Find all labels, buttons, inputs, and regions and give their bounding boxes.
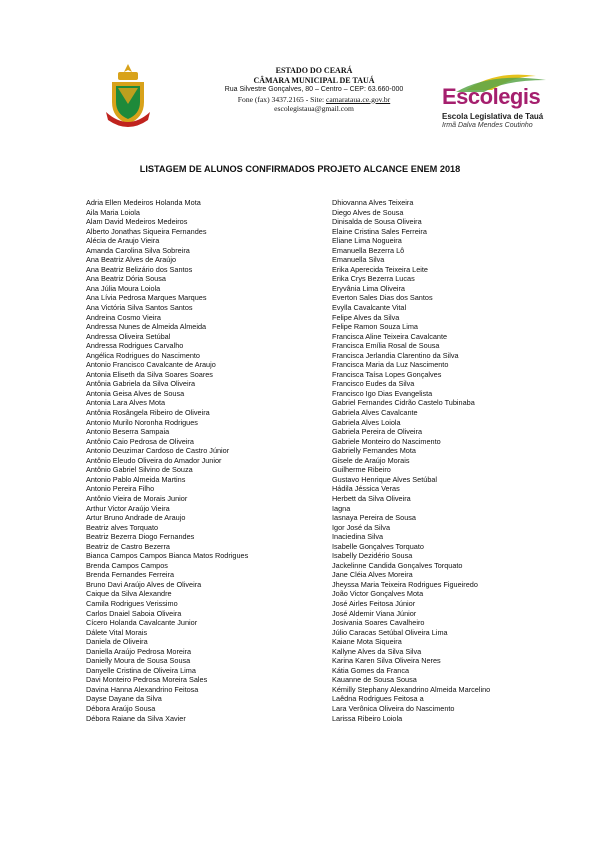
student-name: Laêdna Rodrigues Feitosa a <box>332 694 424 704</box>
student-name: Cícero Holanda Cavalcante Junior <box>86 618 198 628</box>
student-name: Carlos Dnaiel Saboia Oliveira <box>86 608 182 618</box>
student-name: Francisco Igo Dias Evangelista <box>332 388 433 398</box>
student-name: Francisco Eudes da Silva <box>332 379 415 389</box>
escolegis-subtitle: Escola Legislativa de Tauá <box>442 112 544 121</box>
student-name: Antônia Rosângela Ribeiro de Oliveira <box>86 408 210 418</box>
student-name: Beatriz de Castro Bezerra <box>86 541 170 551</box>
student-name: Eliane Lima Nogueira <box>332 236 402 246</box>
student-name: Gabriela Alves Loiola <box>332 417 401 427</box>
student-name: Kallyne Alves da Silva Silva <box>332 646 422 656</box>
student-name: Alam David Medeiros Medeiros <box>86 217 188 227</box>
phone: Fone (fax) 3437.2165 - Site: <box>237 94 326 104</box>
site-link[interactable]: camarataua.ce.gov.br <box>325 94 391 104</box>
student-name: Elaine Cristina Sales Ferreira <box>332 226 427 236</box>
student-name: Kátia Gomes da Franca <box>332 665 410 675</box>
state-name: ESTADO DO CEARÁ <box>275 66 353 75</box>
student-name: Gabriele Monteiro do Nascimento <box>332 436 441 446</box>
student-name: Diego Alves de Sousa <box>332 207 404 217</box>
student-name: Jheyssa Maria Teixeira Rodrigues Figueiredo <box>332 579 478 589</box>
student-name: Antônio Caio Pedrosa de Oliveira <box>86 436 194 446</box>
student-name: Iagna <box>332 503 351 513</box>
student-name: Ana Victória Silva Santos Santos <box>86 303 193 313</box>
student-name: Ana Beatriz Belizário dos Santos <box>86 264 193 274</box>
municipal-crest-icon <box>104 62 152 132</box>
student-name: Isabelle Gonçalves Torquato <box>332 541 424 551</box>
student-name: Jane Cléia Alves Moreira <box>332 570 413 580</box>
student-name: Gabriela Pereira de Oliveira <box>332 427 423 437</box>
student-name: Eryvânia Lima Oliveira <box>332 283 405 293</box>
student-name: Igor José da Silva <box>332 522 391 532</box>
contact-line <box>214 95 414 105</box>
student-name: Gabrielly Fernandes Mota <box>332 446 416 456</box>
student-name: Gabriel Fernandes Cidrão Castelo Tubinaba <box>332 398 475 408</box>
letterhead <box>214 66 414 114</box>
student-name: Antonio Beserra Sampaia <box>86 427 170 437</box>
student-name: Davi Monteiro Pedrosa Moreira Sales <box>86 675 208 685</box>
student-name: Ana Beatriz Dória Sousa <box>86 274 166 284</box>
student-name: Felipe Alves da Silva <box>332 312 400 322</box>
student-name: Everton Sales Dias dos Santos <box>332 293 433 303</box>
student-name: Dayse Dayane da Silva <box>86 694 162 704</box>
student-name: Emanuella Silva <box>332 255 385 265</box>
student-name: Kémilly Stephany Alexandrino Almeida Marcelino <box>332 684 491 694</box>
student-name: João Victor Gonçalves Mota <box>332 589 424 599</box>
student-name: Antonio Pereira Filho <box>86 484 155 494</box>
student-name: Larissa Ribeiro Loiola <box>332 713 403 723</box>
student-name: Lara Verônica Oliveira do Nascimento <box>332 703 455 713</box>
student-name: Ana Beatriz Alves de Araújo <box>86 255 177 265</box>
email: escolegistaua@gmail.com <box>274 104 354 114</box>
escolegis-logo <box>436 70 554 132</box>
student-name: Francisca Emília Rosal de Sousa <box>332 341 440 351</box>
student-name: Dhiovanna Alves Teixeira <box>332 198 414 207</box>
escolegis-wordmark: Escolegis <box>442 84 541 109</box>
student-name: Guilherme Ribeiro <box>332 465 391 475</box>
students-list-right <box>332 198 562 723</box>
document-title: LISTAGEM DE ALUNOS CONFIRMADOS PROJETO ALCANCE ENEM 2018 <box>139 164 461 174</box>
student-name: Antonia Geisa Alves de Sousa <box>86 388 185 398</box>
student-name: Dinisalda de Sousa Oliveira <box>332 217 422 227</box>
student-name: Arthur Victor Araújo Vieira <box>86 503 170 513</box>
student-name: Brenda Fernandes Ferreira <box>86 570 175 580</box>
student-name: Felipe Ramon Souza Lima <box>332 322 418 332</box>
student-name: Kauanne de Sousa Sousa <box>332 675 417 685</box>
student-name: Angélica Rodrigues do Nascimento <box>86 350 200 360</box>
student-name: Isabelly Dezidério Sousa <box>332 551 413 561</box>
student-name: Antonio Deuzimar Cardoso de Castro Júnior <box>86 446 230 456</box>
student-name: Evylla Cavalcante Vital <box>332 303 407 313</box>
student-name: Dálete Vital Morais <box>86 627 148 637</box>
student-name: Josivania Soares Cavalheiro <box>332 618 425 628</box>
student-name: Bianca Campos Campos Bianca Matos Rodrigues <box>86 551 249 561</box>
student-name: Daniela de Oliveira <box>86 637 148 647</box>
student-name: Caique da Silva Alexandre <box>86 589 172 599</box>
student-name: Brenda Campos Campos <box>86 560 168 570</box>
student-name: Antonio Pablo Almeida Martins <box>86 474 186 484</box>
student-name: Francisca Maria da Luz Nascimento <box>332 360 449 370</box>
student-name: Ana Júlia Moura Loiola <box>86 283 161 293</box>
address: Rua Silvestre Gonçalves, 80 – Centro – CEP: 63.660-000 <box>224 86 404 94</box>
student-name: Antônio Eleudo Oliveira do Amador Junior <box>86 455 222 465</box>
student-name: Gisele de Araújo Morais <box>332 455 410 465</box>
student-name: Ana Lívia Pedrosa Marques Marques <box>86 293 207 303</box>
student-name: Davina Hanna Alexandrino Feitosa <box>86 684 199 694</box>
student-name: Andreina Cosmo Vieira <box>86 312 161 322</box>
student-name: Adria Ellen Medeiros Holanda Mota <box>86 198 201 207</box>
student-name: Daniella Araújo Pedrosa Moreira <box>86 646 192 656</box>
student-name: Hádila Jéssica Veras <box>332 484 400 494</box>
student-name: Herbett da Silva Oliveira <box>332 493 411 503</box>
student-name: Bruno Davi Araújo Alves de Oliveira <box>86 579 202 589</box>
student-name: Andressa Oliveira Setúbal <box>86 331 171 341</box>
student-name: Inaciedina Silva <box>332 532 384 542</box>
student-name: Antonio Murilo Noronha Rodrigues <box>86 417 198 427</box>
student-name: José Aldemir Viana Júnior <box>332 608 417 618</box>
student-name: Gustavo Henrique Alves Setúbal <box>332 474 438 484</box>
student-name: José Airles Feitosa Júnior <box>332 598 416 608</box>
student-name: Amanda Carolina Silva Sobreira <box>86 245 190 255</box>
student-name: Iasnaya Pereira de Sousa <box>332 513 416 523</box>
student-name: Antonia Lara Alves Mota <box>86 398 166 408</box>
students-list-left <box>86 198 316 723</box>
student-name: Antônio Vieira de Morais Junior <box>86 493 188 503</box>
student-name: Alberto Jonathas Siqueira Fernandes <box>86 226 207 236</box>
student-name: Beatriz alves Torquato <box>86 522 159 532</box>
student-name: Antônio Gabriel Silvino de Souza <box>86 465 193 475</box>
chamber-name: CÂMARA MUNICIPAL DE TAUÁ <box>253 75 375 85</box>
student-name: Kaiane Mota Siqueira <box>332 637 402 647</box>
student-name: Andressa Nunes de Almeida Almeida <box>86 322 207 332</box>
student-name: Débora Araújo Sousa <box>86 703 156 713</box>
student-name: Camila Rodrigues Verissimo <box>86 598 178 608</box>
student-name: Erika Aperecida Teixeira Leite <box>332 264 428 274</box>
escolegis-honoree: Irmã Dalva Mendes Coutinho <box>442 122 533 129</box>
student-name: Francisca Taísa Lopes Gonçalves <box>332 369 442 379</box>
student-name: Danielly Moura de Sousa Sousa <box>86 656 191 666</box>
student-name: Andressa Rodrigues Carvalho <box>86 341 184 351</box>
student-name: Francisca Aline Teixeira Cavalcante <box>332 331 448 341</box>
student-name: Erika Crys Bezerra Lucas <box>332 274 415 284</box>
student-name: Artur Bruno Andrade de Araujo <box>86 513 186 523</box>
student-name: Antonio Francisco Cavalcante de Araujo <box>86 360 216 370</box>
student-name: Gabriela Alves Cavalcante <box>332 408 418 418</box>
student-name: Danyelle Cristina de Oliveira Lima <box>86 665 196 675</box>
student-name: Antonia Eliseth da Silva Soares Soares <box>86 369 213 379</box>
student-name: Beatriz Bezerra Diogo Fernandes <box>86 532 195 542</box>
student-name: Alécia de Araujo Vieira <box>86 236 160 246</box>
student-name: Karina Karen Silva Oliveira Neres <box>332 656 441 666</box>
student-name: Francisca Jerlandia Clarentino da Silva <box>332 350 459 360</box>
student-name: Júlio Caracas Setúbal Oliveira Lima <box>332 627 448 637</box>
student-name: Antônia Gabriela da Silva Oliveira <box>86 379 196 389</box>
student-name: Jackelinne Candida Gonçalves Torquato <box>332 560 463 570</box>
student-name: Débora Raiane da Silva Xavier <box>86 713 186 723</box>
student-name: Aila Maria Loiola <box>86 207 140 217</box>
student-name: Emanuella Bezerra Lô <box>332 245 405 255</box>
